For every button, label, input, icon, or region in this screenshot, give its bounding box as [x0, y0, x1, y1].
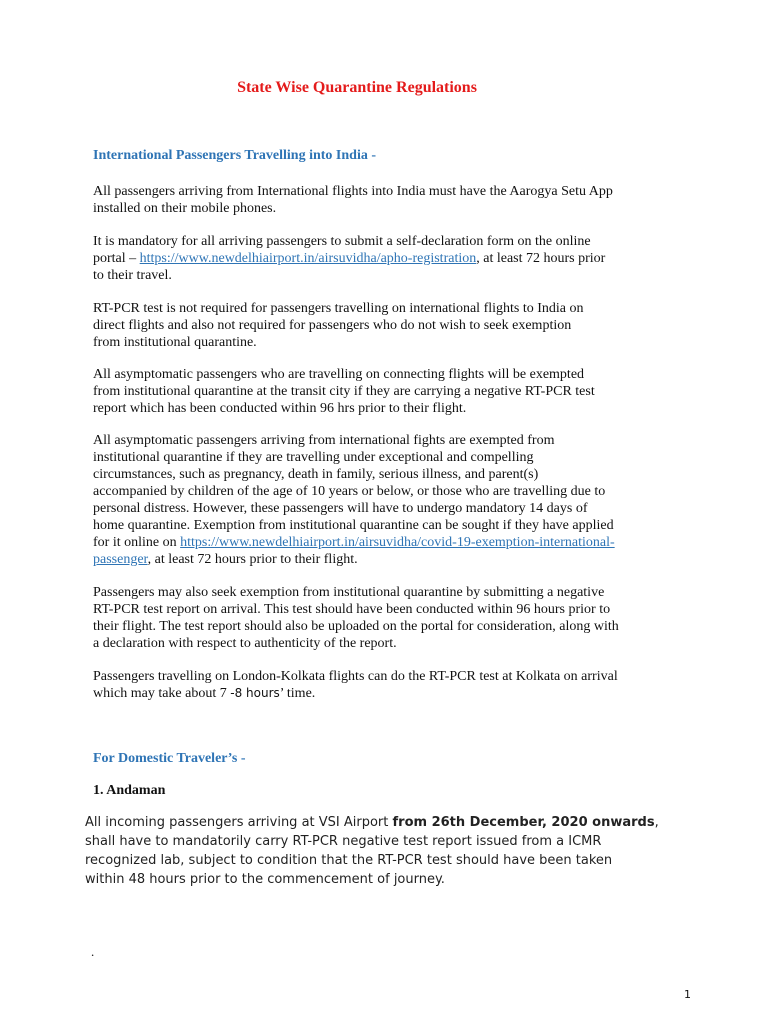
- page-number: 1: [684, 988, 691, 1001]
- apho-registration-link[interactable]: https://www.newdelhiairport.in/airsuvidha/apho-registration: [139, 251, 477, 266]
- paragraph-exemption-circumstances: [93, 432, 683, 568]
- text-line: It is mandatory for all arriving passengers to submit a self-declaration form on the online: [93, 234, 591, 249]
- text-line: [93, 250, 683, 267]
- text-line: [93, 551, 683, 568]
- text-segment: All incoming passengers arriving at VSI Airport: [85, 815, 393, 830]
- text-line: RT-PCR test is not required for passengers travelling on international flights to India on: [93, 301, 584, 316]
- text-line: shall have to mandatorily carry RT-PCR negative test report issued from a ICMR: [85, 834, 602, 849]
- text-line: within 48 hours prior to the commencement of journey.: [85, 872, 445, 887]
- text-line: institutional quarantine if they are travelling under exceptional and compelling: [93, 450, 534, 465]
- text-line: All asymptomatic passengers who are travelling on connecting flights will be exempted: [93, 367, 585, 382]
- text-line: direct flights and also not required for passengers who do not wish to seek exemption: [93, 318, 572, 333]
- text-line: All asymptomatic passengers arriving from international fights are exempted from: [93, 433, 555, 448]
- text-line: accompanied by children of the age of 10 years or below, or those who are travelling due to: [93, 484, 606, 499]
- exemption-link-continued[interactable]: passenger: [93, 552, 148, 567]
- paragraph-connecting-flights: [93, 366, 683, 417]
- text-segment: which may take about 7: [93, 686, 231, 701]
- text-line: [93, 685, 693, 702]
- domestic-heading: For Domestic Traveler’s -: [93, 751, 246, 766]
- text-line: a declaration with respect to authenticity of the report.: [93, 636, 397, 651]
- date-emphasis: from 26th December, 2020 onwards: [392, 815, 655, 830]
- text-segment: , at least 72 hours prior: [476, 251, 606, 266]
- text-line: home quarantine. Exemption from institutional quarantine can be sought if they have applied: [93, 518, 614, 533]
- paragraph-aarogya-setu: [93, 183, 683, 217]
- text-line: to their travel.: [93, 268, 172, 283]
- international-heading: International Passengers Travelling into India -: [93, 148, 377, 163]
- text-line: [93, 534, 683, 551]
- text-segment: -8 hours: [230, 686, 280, 700]
- paragraph-andaman: [85, 813, 685, 889]
- exemption-link[interactable]: https://www.newdelhiairport.in/airsuvidha/covid-19-exemption-international-: [180, 535, 615, 550]
- text-line: [85, 813, 685, 832]
- text-line: All passengers arriving from International flights into India must have the Aarogya Setu App: [93, 184, 613, 199]
- text-line: circumstances, such as pregnancy, death in family, serious illness, and parent(s): [93, 467, 539, 482]
- stray-dot: .: [91, 944, 95, 959]
- document-title: State Wise Quarantine Regulations: [237, 79, 477, 96]
- text-line: recognized lab, subject to condition that the RT-PCR test should have been taken: [85, 853, 613, 868]
- text-segment: portal –: [93, 251, 140, 266]
- text-segment: ’ time.: [279, 686, 316, 701]
- andaman-heading: 1. Andaman: [93, 783, 166, 798]
- paragraph-rtpcr-not-required: [93, 300, 683, 351]
- text-line: from institutional quarantine.: [93, 335, 257, 350]
- text-line: Passengers travelling on London-Kolkata flights can do the RT-PCR test at Kolkata on arrival: [93, 669, 618, 684]
- text-line: from institutional quarantine at the transit city if they are carrying a negative RT-PCR test: [93, 384, 595, 399]
- paragraph-london-kolkata: [93, 668, 693, 702]
- text-line: installed on their mobile phones.: [93, 201, 277, 216]
- paragraph-self-declaration: [93, 233, 683, 284]
- text-line: their flight. The test report should also be uploaded on the portal for consideration, along with: [93, 619, 619, 634]
- text-segment: ,: [654, 815, 659, 830]
- paragraph-negative-test-exemption: [93, 584, 683, 652]
- text-line: report which has been conducted within 96 hrs prior to their flight.: [93, 401, 467, 416]
- text-segment: , at least 72 hours prior to their flight.: [147, 552, 358, 567]
- text-line: RT-PCR test report on arrival. This test should have been conducted within 96 hours prior to: [93, 602, 611, 617]
- text-line: Passengers may also seek exemption from institutional quarantine by submitting a negative: [93, 585, 605, 600]
- text-line: personal distress. However, these passengers will have to undergo mandatory 14 days of: [93, 501, 588, 516]
- text-segment: for it online on: [93, 535, 181, 550]
